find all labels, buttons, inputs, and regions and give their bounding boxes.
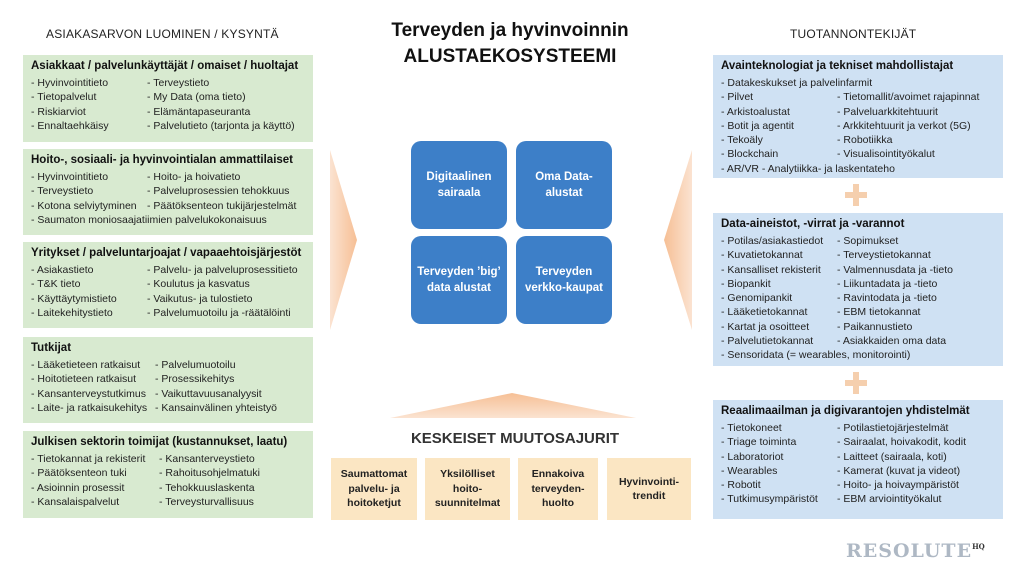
list-item: - Hoitotieteen ratkaisut (31, 373, 137, 386)
tile-my-data-platforms: Oma Data-alustat (516, 141, 612, 229)
title-line-1: Terveyden ja hyvinvoinnin (391, 20, 629, 41)
list-item: - Lääketieteen ratkaisut (31, 359, 141, 371)
list-item: - Palvelumuotoilu ja -räätälöinti (147, 306, 291, 319)
list-item: - Kotona selviytyminen (31, 199, 137, 212)
list-item: - Tehokkuuslaskenta (159, 481, 255, 494)
list-item: - Kansalaispalvelut (31, 495, 120, 508)
list-item: - Kuvatietokannat (721, 249, 803, 262)
list-item: - Pilvet (721, 91, 754, 104)
list-item: - Kansalliset rekisterit (721, 263, 821, 276)
list-item: - Asiakastieto (31, 264, 94, 276)
list-item: - Elämäntapaseuranta (147, 105, 251, 118)
list-item: - Kamerat (kuvat ja videot) (837, 464, 961, 477)
driver-wellbeing-trends: Hyvinvointi-trendit (607, 458, 691, 520)
drivers-title: KESKEISET MUUTOSAJURIT (410, 430, 620, 447)
list-item: - Tietokannat ja rekisterit (31, 453, 146, 465)
list-item: - Rahoitusohjelmatuki (159, 467, 260, 480)
key-technologies-box (713, 55, 1003, 178)
box-title: Hoito-, sosiaali- ja hyvinvointialan ammattilaiset (31, 154, 294, 166)
list-item: - Datakeskukset ja palvelinfarmit (721, 77, 873, 89)
list-item: - Terveystieto (31, 185, 94, 198)
bottom-arrow (390, 393, 636, 418)
right-arrow (664, 150, 692, 330)
list-item: - Wearables (721, 464, 778, 477)
list-item: - AR/VR - Analytiikka- ja laskentateho (721, 162, 895, 175)
list-item: - Sensoridata (= wearables, monitorointi) (721, 349, 911, 362)
list-item: - T&K tieto (31, 278, 81, 291)
driver-individual-plans: Yksilölliset hoito-suunnitelmat (425, 458, 510, 520)
tile-digital-hospital: Digitaalinen sairaala (411, 141, 507, 229)
list-item: - Tutkimusympäristöt (721, 493, 818, 506)
list-item: - Käyttäytymistieto (31, 292, 117, 305)
list-item: - Hoito- ja hoivatieto (147, 171, 241, 183)
box-title: Tutkijat (31, 342, 72, 354)
list-item: - Kansanterveystutkimus (31, 387, 146, 400)
resolute-logo (846, 540, 985, 562)
list-item: - Riskiarviot (31, 105, 86, 118)
list-item: - Laboratoriot (721, 450, 784, 463)
box-title: Avainteknologiat ja tekniset mahdollistajat (721, 60, 954, 72)
list-item: - Potilastietojärjestelmät (837, 422, 949, 434)
list-item: - Asiakkaiden oma data (837, 335, 947, 348)
list-item: - Tekoäly (721, 134, 763, 147)
list-item: - My Data (oma tieto) (147, 91, 246, 104)
list-item: - EBM arviointityökalut (837, 493, 942, 506)
list-item: - Terveysturvallisuus (159, 495, 254, 508)
list-item: - Lääketietokannat (721, 306, 808, 319)
list-item: - Palvelumuotoilu (155, 359, 236, 371)
list-item: - Hoito- ja hoivaympäristöt (837, 479, 959, 492)
tile-health-webshops: Terveyden verkko-kaupat (516, 236, 612, 324)
logo-sup: HQ (972, 542, 985, 551)
list-item: - Kartat ja osoitteet (721, 320, 810, 333)
list-item: - Laite- ja ratkaisukehitys (31, 401, 148, 414)
real-digital-combinations-box (713, 400, 1003, 519)
list-item: - Laitekehitystieto (31, 306, 113, 319)
production-section-title: TUOTANNONTEKIJÄT (790, 27, 917, 41)
list-item: - Robotit (721, 479, 761, 492)
list-item: - Terveystieto (147, 77, 210, 89)
list-item: - Botit ja agentit (721, 119, 794, 132)
list-item: - Ravintodata ja -tieto (837, 292, 937, 305)
public-sector-box (23, 431, 313, 518)
list-item: - Kansanterveystieto (159, 453, 255, 465)
list-item: - Palvelutietokannat (721, 335, 814, 348)
list-item: - Koulutus ja kasvatus (147, 278, 250, 291)
list-item: - Arkistoalustat (721, 105, 790, 118)
list-item: - Tietokoneet (721, 422, 782, 434)
list-item: - Visualisointityökalut (837, 148, 935, 161)
left-arrow (330, 150, 357, 330)
list-item: - Hyvinvointitieto (31, 77, 109, 89)
title-line-2: ALUSTAEKOSYSTEEMI (403, 46, 617, 67)
box-title: Asiakkaat / palvelunkäyttäjät / omaiset / huoltajat (31, 60, 299, 72)
list-item: - Saumaton moniosaajatiimien palvelukokonaisuus (31, 213, 267, 226)
researchers-box (23, 337, 313, 423)
list-item: - Triage toiminta (721, 436, 797, 449)
professionals-box (23, 149, 313, 235)
list-item: - Ennaltaehkäisy (31, 119, 109, 132)
list-item: - Blockchain (721, 148, 779, 161)
list-item: - Asioinnin prosessit (31, 481, 125, 494)
list-item: - Hyvinvointitieto (31, 171, 109, 183)
box-title: Julkisen sektorin toimijat (kustannukset, laatu) (31, 436, 288, 448)
list-item: - Vaikutus- ja tulostieto (147, 292, 253, 305)
list-item: - Liikuntadata ja -tieto (837, 277, 938, 290)
list-item: - Päätöksenteon tuki (31, 467, 127, 480)
list-item: - Robotiikka (837, 134, 893, 147)
box-title: Data-aineistot, -virrat ja -varannot (721, 218, 905, 230)
list-item: - Potilas/asiakastiedot (721, 235, 824, 247)
list-item: - Palveluprosessien tehokkuus (147, 185, 290, 198)
demand-section-title: ASIAKASARVON LUOMINEN / KYSYNTÄ (46, 27, 279, 41)
list-item: - Kansainvälinen yhteistyö (155, 401, 277, 414)
box-title: Yritykset / palveluntarjoajat / vapaaehtoisjärjestöt (31, 247, 302, 259)
list-item: - Laitteet (sairaala, koti) (837, 450, 947, 463)
driver-seamless-chains: Saumattomat palvelu- ja hoitoketjut (331, 458, 417, 520)
page-title (360, 18, 660, 70)
list-item: - Prosessikehitys (155, 373, 235, 386)
box-title: Reaalimaailman ja digivarantojen yhdistelmät (721, 405, 970, 417)
customers-box (23, 55, 313, 142)
companies-box (23, 242, 313, 328)
list-item: - Palvelu- ja palveluprosessitieto (147, 264, 298, 276)
list-item: - Valmennusdata ja -tieto (837, 263, 953, 276)
list-item: - Sairaalat, hoivakodit, kodit (837, 436, 966, 449)
plus-icon (845, 184, 867, 206)
list-item: - Genomipankit (721, 292, 793, 305)
list-item: - Arkkitehtuurit ja verkot (5G) (837, 119, 971, 132)
plus-icon (845, 372, 867, 394)
list-item: - Sopimukset (837, 235, 899, 247)
list-item: - Palveluarkkitehtuurit (837, 105, 938, 118)
list-item: - Terveystietokannat (837, 249, 931, 262)
list-item: - Tietomallit/avoimet rajapinnat (837, 91, 980, 104)
list-item: - Biopankit (721, 277, 771, 290)
list-item: - Vaikuttavuusanalyysit (155, 387, 262, 400)
tile-big-data-platforms: Terveyden ’big’ data alustat (411, 236, 507, 324)
data-resources-box (713, 213, 1003, 366)
list-item: - Palvelutieto (tarjonta ja käyttö) (147, 119, 295, 132)
list-item: - Päätöksenteon tukijärjestelmät (147, 199, 297, 212)
list-item: - Tietopalvelut (31, 91, 97, 104)
logo-text: RESOLUTE (846, 540, 973, 562)
list-item: - EBM tietokannat (837, 306, 921, 319)
driver-predictive-care: Ennakoiva terveyden-huolto (518, 458, 598, 520)
list-item: - Paikannustieto (837, 320, 913, 333)
